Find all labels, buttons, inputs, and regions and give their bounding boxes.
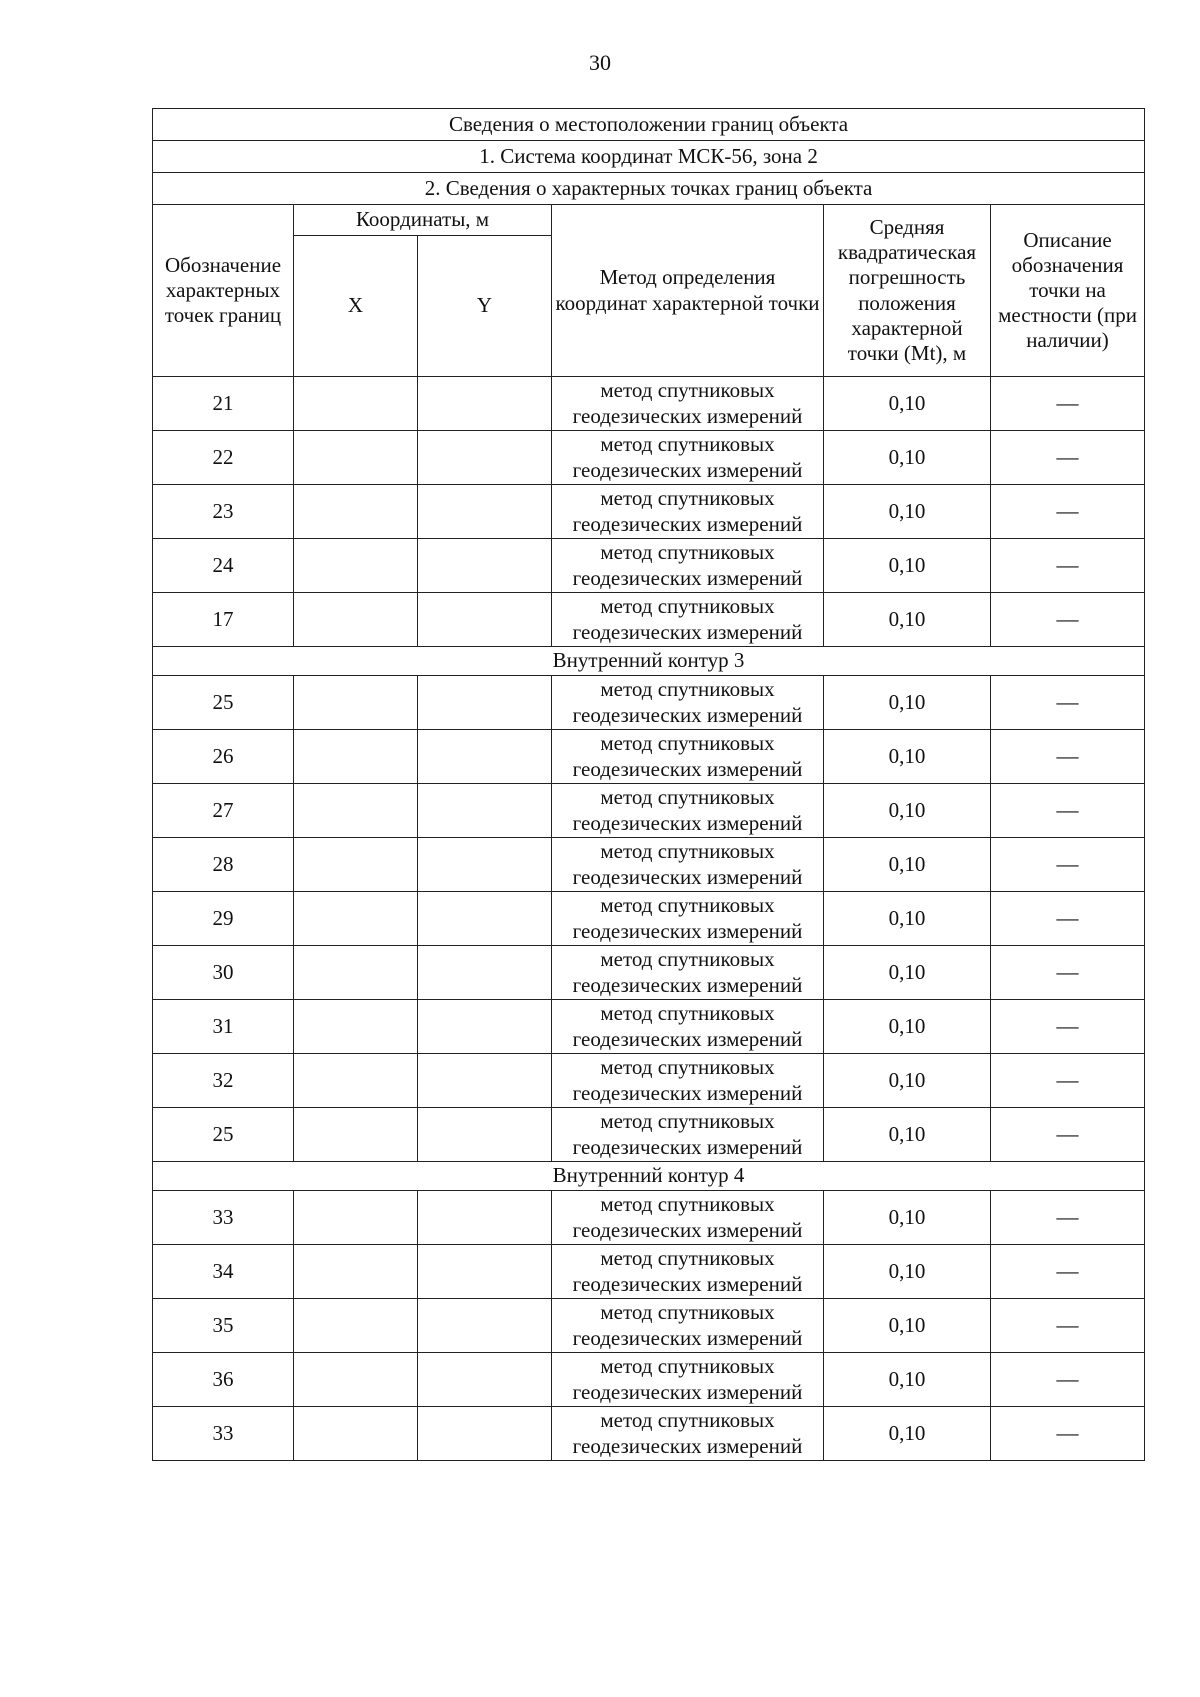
error-cell: 0,10: [824, 1000, 991, 1054]
error-cell: 0,10: [824, 593, 991, 647]
method-line2: геодезических измерений: [572, 1379, 803, 1404]
table-row: [153, 1000, 1145, 1054]
method-cell: [552, 676, 824, 730]
description-cell: —: [991, 1353, 1145, 1407]
method-line1: метод спутниковых: [600, 785, 775, 810]
method-line1: метод спутниковых: [600, 486, 775, 511]
point-number: 35: [153, 1299, 294, 1353]
description-cell: —: [991, 431, 1145, 485]
x-cell: [294, 593, 418, 647]
error-cell: 0,10: [824, 892, 991, 946]
boundary-points-table: [152, 108, 1145, 1461]
method-line2: геодезических измерений: [572, 1325, 803, 1350]
method-line2: геодезических измерений: [572, 972, 803, 997]
description-cell: —: [991, 1000, 1145, 1054]
y-cell: [418, 676, 552, 730]
method-line2: геодезических измерений: [572, 403, 803, 428]
table-row: [153, 377, 1145, 431]
point-number: 22: [153, 431, 294, 485]
error-cell: 0,10: [824, 676, 991, 730]
table-row: [153, 1299, 1145, 1353]
method-cell: [552, 485, 824, 539]
y-cell: [418, 1299, 552, 1353]
table-title: Сведения о местоположении границ объекта: [153, 109, 1145, 141]
header-y: Y: [418, 236, 552, 377]
method-line2: геодезических измерений: [572, 1026, 803, 1051]
description-cell: —: [991, 1407, 1145, 1461]
error-cell: 0,10: [824, 431, 991, 485]
description-cell: —: [991, 1108, 1145, 1162]
point-number: 25: [153, 676, 294, 730]
method-line1: метод спутниковых: [600, 947, 775, 972]
table-row: [153, 838, 1145, 892]
description-cell: —: [991, 730, 1145, 784]
point-number: 23: [153, 485, 294, 539]
table-row: [153, 485, 1145, 539]
y-cell: [418, 485, 552, 539]
x-cell: [294, 730, 418, 784]
method-line1: метод спутниковых: [600, 1246, 775, 1271]
x-cell: [294, 676, 418, 730]
x-cell: [294, 377, 418, 431]
method-line1: метод спутниковых: [600, 839, 775, 864]
point-number: 17: [153, 593, 294, 647]
description-cell: —: [991, 676, 1145, 730]
error-cell: 0,10: [824, 485, 991, 539]
x-cell: [294, 1407, 418, 1461]
method-line1: метод спутниковых: [600, 432, 775, 457]
header-description: Описание обозначения точки на местности (при наличии): [991, 205, 1145, 377]
y-cell: [418, 1191, 552, 1245]
error-cell: 0,10: [824, 946, 991, 1000]
table-row: [153, 730, 1145, 784]
point-number: 27: [153, 784, 294, 838]
method-line2: геодезических измерений: [572, 565, 803, 590]
description-cell: —: [991, 1299, 1145, 1353]
description-cell: —: [991, 784, 1145, 838]
method-cell: [552, 1054, 824, 1108]
y-cell: [418, 730, 552, 784]
y-cell: [418, 838, 552, 892]
x-cell: [294, 1054, 418, 1108]
method-line1: метод спутниковых: [600, 1300, 775, 1325]
table-row: [153, 1108, 1145, 1162]
x-cell: [294, 1299, 418, 1353]
method-line1: метод спутниковых: [600, 1408, 775, 1433]
method-cell: [552, 946, 824, 1000]
table-row: [153, 784, 1145, 838]
description-cell: —: [991, 892, 1145, 946]
point-number: 28: [153, 838, 294, 892]
header-error: Средняя квадратическая погрешность положения характерной точки (Mt), м: [824, 205, 991, 377]
y-cell: [418, 1000, 552, 1054]
description-cell: —: [991, 946, 1145, 1000]
method-line2: геодезических измерений: [572, 702, 803, 727]
y-cell: [418, 1407, 552, 1461]
table-row: [153, 431, 1145, 485]
point-number: 24: [153, 539, 294, 593]
error-cell: 0,10: [824, 730, 991, 784]
method-cell: [552, 1191, 824, 1245]
method-cell: [552, 1299, 824, 1353]
x-cell: [294, 1000, 418, 1054]
error-cell: 0,10: [824, 539, 991, 593]
x-cell: [294, 946, 418, 1000]
description-cell: —: [991, 377, 1145, 431]
header-coordinates: Координаты, м: [294, 205, 552, 236]
header-x: X: [294, 236, 418, 377]
point-number: 25: [153, 1108, 294, 1162]
method-line2: геодезических измерений: [572, 810, 803, 835]
error-cell: 0,10: [824, 377, 991, 431]
method-line2: геодезических измерений: [572, 457, 803, 482]
description-cell: —: [991, 1054, 1145, 1108]
contour-row: [153, 1162, 1145, 1191]
method-line1: метод спутниковых: [600, 677, 775, 702]
method-line1: метод спутниковых: [600, 1109, 775, 1134]
table-row: [153, 593, 1145, 647]
description-cell: —: [991, 1191, 1145, 1245]
method-line1: метод спутниковых: [600, 1001, 775, 1026]
method-line1: метод спутниковых: [600, 1354, 775, 1379]
method-cell: [552, 377, 824, 431]
table-row: [153, 946, 1145, 1000]
x-cell: [294, 1353, 418, 1407]
table-row: [153, 892, 1145, 946]
method-cell: [552, 431, 824, 485]
method-line1: метод спутниковых: [600, 1055, 775, 1080]
description-cell: —: [991, 593, 1145, 647]
y-cell: [418, 946, 552, 1000]
point-number: 30: [153, 946, 294, 1000]
point-number: 34: [153, 1245, 294, 1299]
method-line1: метод спутниковых: [600, 1192, 775, 1217]
method-line1: метод спутниковых: [600, 893, 775, 918]
method-cell: [552, 1245, 824, 1299]
point-number: 26: [153, 730, 294, 784]
error-cell: 0,10: [824, 1054, 991, 1108]
method-cell: [552, 539, 824, 593]
table-row: [153, 1245, 1145, 1299]
method-cell: [552, 1407, 824, 1461]
error-cell: 0,10: [824, 1245, 991, 1299]
point-number: 31: [153, 1000, 294, 1054]
y-cell: [418, 1353, 552, 1407]
description-cell: —: [991, 485, 1145, 539]
description-cell: —: [991, 1245, 1145, 1299]
table-row: [153, 1407, 1145, 1461]
method-cell: [552, 838, 824, 892]
method-cell: [552, 1000, 824, 1054]
point-number: 29: [153, 892, 294, 946]
table-row: [153, 1054, 1145, 1108]
method-cell: [552, 784, 824, 838]
error-cell: 0,10: [824, 1407, 991, 1461]
method-line2: геодезических измерений: [572, 1134, 803, 1159]
table-row: [153, 676, 1145, 730]
points-info-row: 2. Сведения о характерных точках границ объекта: [153, 173, 1145, 205]
coordinate-system-row: 1. Система координат МСК-56, зона 2: [153, 141, 1145, 173]
method-line1: метод спутниковых: [600, 540, 775, 565]
header-method: Метод определения координат характерной точки: [552, 205, 824, 377]
method-line2: геодезических измерений: [572, 511, 803, 536]
x-cell: [294, 431, 418, 485]
contour-row: [153, 647, 1145, 676]
error-cell: 0,10: [824, 1299, 991, 1353]
method-cell: [552, 1108, 824, 1162]
description-cell: —: [991, 838, 1145, 892]
y-cell: [418, 1245, 552, 1299]
page-number: 30: [589, 50, 611, 75]
x-cell: [294, 485, 418, 539]
header-designation: Обозначение характерных точек границ: [153, 205, 294, 377]
error-cell: 0,10: [824, 1191, 991, 1245]
x-cell: [294, 539, 418, 593]
x-cell: [294, 1108, 418, 1162]
point-number: 33: [153, 1407, 294, 1461]
x-cell: [294, 892, 418, 946]
point-number: 21: [153, 377, 294, 431]
table-row: [153, 1191, 1145, 1245]
y-cell: [418, 892, 552, 946]
y-cell: [418, 539, 552, 593]
method-line2: геодезических измерений: [572, 864, 803, 889]
y-cell: [418, 593, 552, 647]
method-line2: геодезических измерений: [572, 756, 803, 781]
point-number: 36: [153, 1353, 294, 1407]
method-line1: метод спутниковых: [600, 378, 775, 403]
method-cell: [552, 892, 824, 946]
error-cell: 0,10: [824, 838, 991, 892]
method-line2: геодезических измерений: [572, 1217, 803, 1242]
method-line2: геодезических измерений: [572, 1433, 803, 1458]
method-line1: метод спутниковых: [600, 594, 775, 619]
error-cell: 0,10: [824, 1108, 991, 1162]
description-cell: —: [991, 539, 1145, 593]
table-row: [153, 539, 1145, 593]
point-number: 33: [153, 1191, 294, 1245]
contour-title: Внутренний контур 3: [153, 647, 1145, 676]
method-line2: геодезических измерений: [572, 1271, 803, 1296]
contour-title: Внутренний контур 4: [153, 1162, 1145, 1191]
method-cell: [552, 1353, 824, 1407]
x-cell: [294, 1191, 418, 1245]
y-cell: [418, 1054, 552, 1108]
x-cell: [294, 838, 418, 892]
y-cell: [418, 784, 552, 838]
method-line1: метод спутниковых: [600, 731, 775, 756]
table-row: [153, 1353, 1145, 1407]
error-cell: 0,10: [824, 784, 991, 838]
method-cell: [552, 593, 824, 647]
x-cell: [294, 784, 418, 838]
y-cell: [418, 1108, 552, 1162]
method-line2: геодезических измерений: [572, 1080, 803, 1105]
x-cell: [294, 1245, 418, 1299]
point-number: 32: [153, 1054, 294, 1108]
y-cell: [418, 377, 552, 431]
y-cell: [418, 431, 552, 485]
error-cell: 0,10: [824, 1353, 991, 1407]
method-line2: геодезических измерений: [572, 918, 803, 943]
method-line2: геодезических измерений: [572, 619, 803, 644]
method-cell: [552, 730, 824, 784]
